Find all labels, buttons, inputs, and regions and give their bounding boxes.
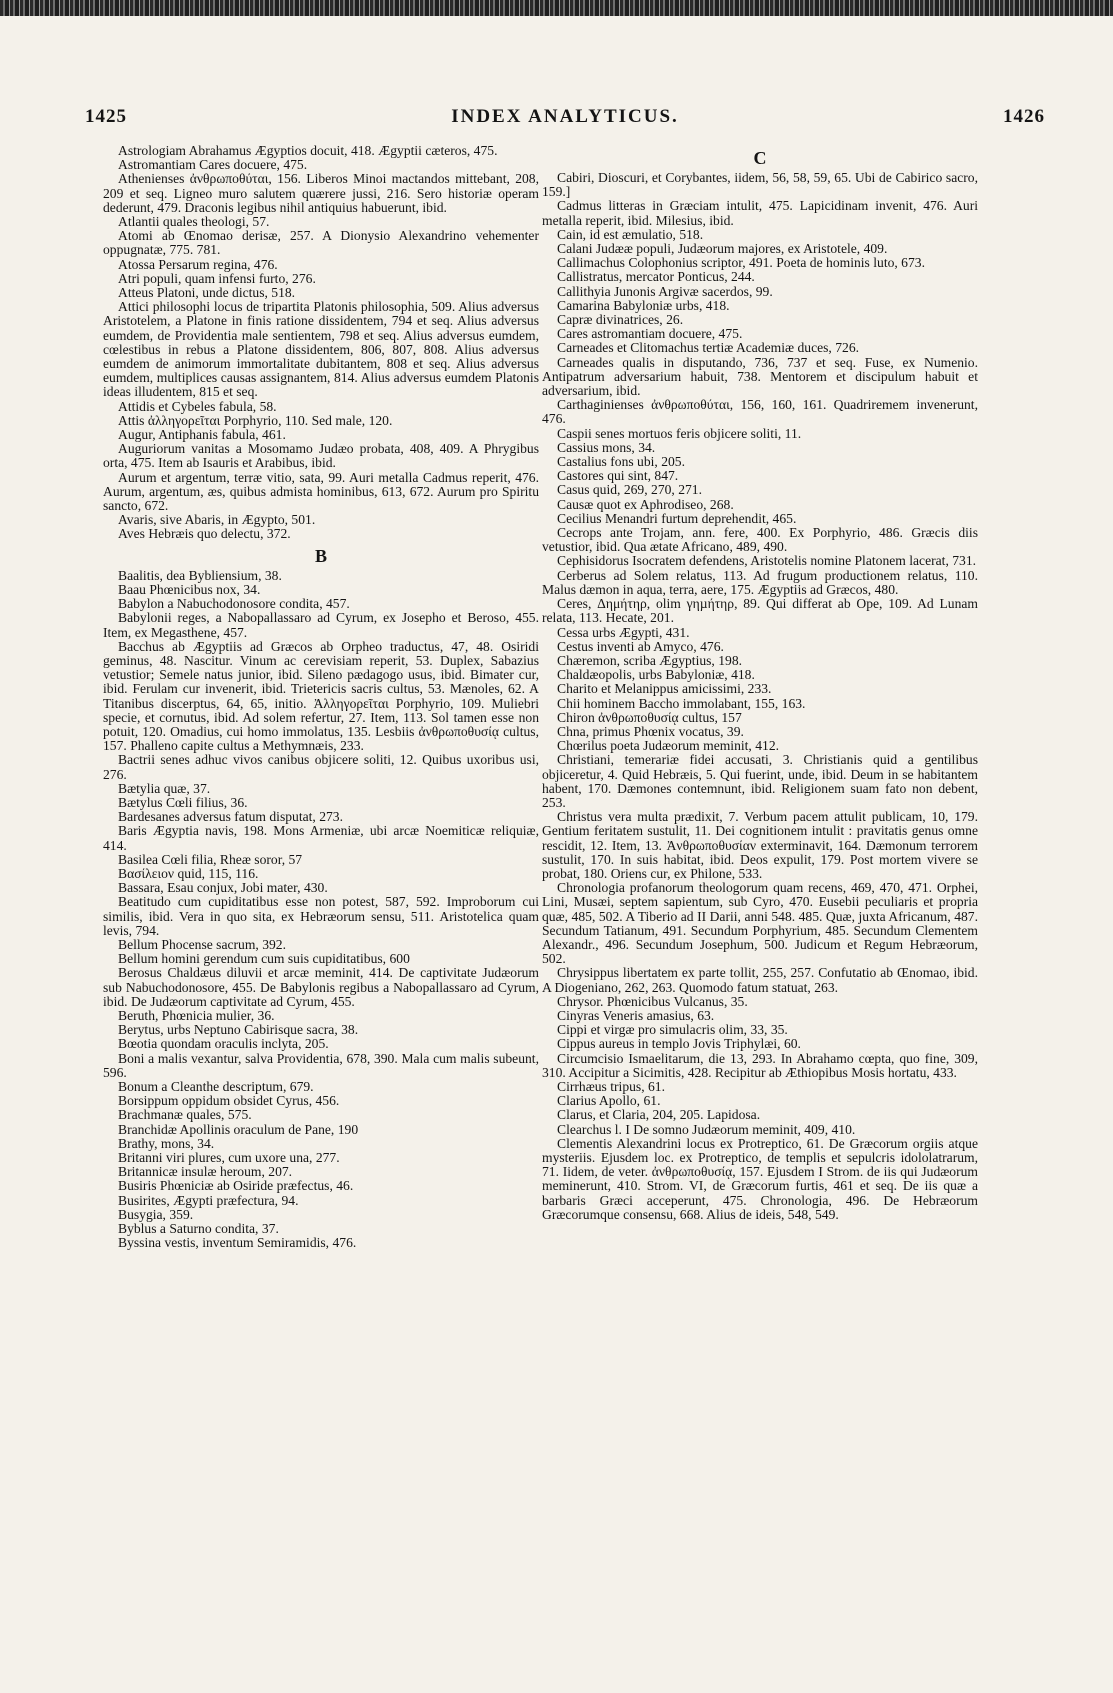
index-entry: Bætylia quæ, 37. [118,780,211,796]
index-entry: Atteus Platoni, unde dictus, 518. [118,285,296,301]
index-entry: Callimachus Colophonius scriptor, 491. Poeta de hominis luto, 673. [557,255,925,271]
index-entry: Chrysor. Phœnicibus Vulcanus, 35. [557,993,748,1009]
index-entry: Cippus aureus in templo Jovis Triphylæi, 60. [557,1036,801,1052]
index-entry: Cestus inventi ab Amyco, 476. [557,638,724,654]
index-entry: Beatitudo cum cupiditatibus esse non potest, 587, 592. Improborum cui similis, ibid. Vera in quo sita, ex Hebræorum sensu, 511. Aristotelica quam levis, 794. [103,894,539,938]
index-entry: Clearchus l. I De somno Judæorum meminit, 409, 410. [557,1121,856,1137]
index-entry: Bassara, Esau conjux, Jobi mater, 430. [118,880,328,896]
index-entry: Capræ divinatrices, 26. [557,312,684,328]
index-entry: Attis ἀλληγορεῖται Porphyrio, 110. Sed male, 120. [118,412,393,428]
index-entry: Aurum et argentum, terræ vitio, sata, 99. Auri metalla Cadmus reperit, 476. Aurum, argentum, æs, quibus admista hominibus, 613, 672. Aurum pro Spiritu sancto, 672. [103,469,539,514]
index-entry: Athenienses ἀνθρωποθύται, 156. Liberos Minoi mactandos mittebant, 208, 209 et seq. Ligneo muro salutem quærere jussi, 216. Sero historiæ operam dederunt, 479. Draconis legibus nihil antiquius habuerunt, ibid. [103,171,539,215]
index-entry: Causæ quot ex Aphrodiseo, 268. [557,496,734,512]
section-letter: C [753,148,767,168]
index-entry: Cares astromantiam docuere, 475. [557,326,743,342]
index-entry: Byssina vestis, inventum Semiramidis, 476. [118,1235,357,1251]
index-entry: Baau Phœnicibus nox, 34. [118,581,261,597]
index-entry: Berytus, urbs Neptuno Cabirisque sacra, 38. [118,1022,359,1038]
index-entry: Chaldæopolis, urbs Babyloniæ, 418. [557,667,755,683]
running-title: INDEX ANALYTICUS. [451,106,679,127]
index-entry: Avaris, sive Abaris, in Ægypto, 501. [118,512,316,528]
index-entry: Chæremon, scriba Ægyptius, 198. [557,652,743,668]
index-entry: Brathy, mons, 34. [118,1135,215,1151]
index-entry: Chrysippus libertatem ex parte tollit, 255, 257. Confutatio ab Œnomao, ibid. A Diogeniano, 262, 263. Quomodo fatum statuat, 263. [542,965,978,995]
index-entry: Cerberus ad Solem relatus, 113. Ad frugum productionem relatus, 110. Malus dæmon in aqua, terra, aere, 175. Ægyptiis ad Græcos, 480. [542,567,978,597]
index-entry: Chronologia profanorum theologorum quam recens, 469, 470, 471. Orphei, Lini, Musæi, septem sapientum, sub Cyro, 470. Eusebii peculiaris et propria quæ, 485, 502. A Tiberio ad II Darii, anni 548. 485. Quæ, juxta Africanum, 487. Secundum Tatianum, 491. Secundum Porphyrium, 485. Secundum Clementem Alexandr., 496. Secundum Josephum, 500. Judicum et Regum Hebræorum, 502. [542,880,978,967]
index-entry: Cephisidorus Isocratem defendens, Aristotelis nomine Platonem lacerat, 731. [557,553,977,569]
index-entry: Branchidæ Apollinis oraculum de Pane, 190 [118,1121,359,1137]
index-entry: Chii hominem Baccho immolabant, 155, 163. [557,695,806,711]
index-entry: Castores qui sint, 847. [557,468,679,484]
index-entry: Britannicæ insulæ heroum, 207. [118,1164,293,1180]
index-entry: Ceres, Δημήτηρ, olim γηµήτηρ, 89. Qui differat ab Ope, 109. Ad Lunam relata, 113. Hecate, 201. [542,596,978,626]
index-entry: Astromantiam Cares docuere, 475. [118,157,308,173]
index-entry: Bætylus Cœli filius, 36. [118,794,248,810]
index-entry: Circumcisio Ismaelitarum, die 13, 293. In Abrahamo cœpta, quo fine, 309, 310. Accipitur a Sicimitis, 428. Recipitur ab Æthiopibus Mosis hortatu, 433. [542,1050,978,1080]
index-column-right [542,144,978,1222]
index-entry: Basilea Cœli filia, Rheæ soror, 57 [118,851,303,867]
index-entry: Castalius fons ubi, 205. [557,454,686,470]
index-entry: Brachmanæ quales, 575. [118,1107,252,1123]
index-entry: Bœotia quondam oraculis inclyta, 205. [118,1036,329,1052]
index-entry: Byblus a Saturno condita, 37. [118,1221,279,1237]
index-entry: Atossa Persarum regina, 476. [118,256,278,272]
index-entry: Cassius mons, 34. [557,439,656,455]
index-entry: Augur, Antiphanis fabula, 461. [118,427,286,443]
index-entry: Astrologiam Abrahamus Ægyptios docuit, 418. Ægyptii cæteros, 475. [118,143,498,158]
index-entry: Bellum homini gerendum cum suis cupiditatibus, 600 [118,951,410,967]
index-entry: Atri populi, quam infensi furto, 276. [118,270,316,286]
index-entry: Atomi ab Œnomao derisæ, 257. A Dionysio Alexandrino vehementer oppugnatæ, 775. 781. [103,228,539,258]
index-column-left [103,144,539,1250]
index-entry: Auguriorum vanitas a Mosomamo Judæo probata, 408, 409. A Phrygibus orta, 475. Item ab Isauris et Arabibus, ibid. [103,441,539,471]
index-entry: Chiron ἀνθρωποθυσίᾳ cultus, 157 [557,709,742,725]
index-entry: Cabiri, Dioscuri, et Corybantes, iidem, 56, 58, 59, 65. Ubi de Cabirico sacro, 159.] [542,170,978,200]
index-entry: Camarina Babyloniæ urbs, 418. [557,297,730,313]
index-entry: Busiris Phœniciæ ab Osiride præfectus, 46. [118,1178,354,1194]
index-entry: Britanni viri plures, cum uxore una, 277. [118,1150,340,1166]
left-page-number: 1425 [85,106,127,127]
index-entry: Cecilius Menandri furtum deprehendit, 465. [557,510,797,526]
index-entry: Carneades et Clitomachus tertiæ Academiæ duces, 726. [557,340,860,356]
index-entry: Babylonii reges, a Nabopallassaro ad Cyrum, ex Josepho et Beroso, 455. Item, ex Megasthene, 457. [103,610,539,640]
index-entry: Cadmus litteras in Græciam intulit, 475. Lapicidinam invenit, 476. Auri metalla reperit, ibid. Milesius, ibid. [542,198,978,228]
index-entry: Christiani, temerariæ fidei accusati, 3. Christianis quid a gentilibus objiceretur, 4. Quid Hebræis, 5. Qui fuerint, unde, ibid. Deum in se habitantem habent, 170. Dæmones contemnunt, ibid. Religionem suam fato non debent, 253. [542,752,978,810]
index-entry: Cippi et virgæ pro simulacris olim, 33, 35. [557,1022,788,1038]
index-entry: Casus quid, 269, 270, 271. [557,482,703,498]
index-entry: Clarus, et Claria, 204, 205. Lapidosa. [557,1107,761,1123]
index-entry: Boni a malis vexantur, salva Providentia, 678, 390. Mala cum malis subeunt, 596. [103,1050,539,1080]
index-entry: Clarius Apollo, 61. [557,1093,661,1109]
index-entry: Baris Ægyptia navis, 198. Mons Armeniæ, ubi arcæ Noemiticæ reliquiæ, 414. [103,823,539,853]
index-entry: Borsippum oppidum obsidet Cyrus, 456. [118,1093,340,1109]
index-entry: Βασίλειον quid, 115, 116. [118,865,259,881]
index-entry: Beruth, Phœnicia mulier, 36. [118,1007,275,1023]
index-entry: Busirites, Ægypti præfectura, 94. [118,1192,299,1208]
index-entry: Cecrops ante Trojam, ann. fere, 400. Ex Porphyrio, 486. Græcis diis vetustior, ibid. Qua ætate Africano, 489, 490. [542,525,978,555]
index-entry: Calani Judææ populi, Judæorum majores, ex Aristotele, 409. [557,241,888,257]
index-entry: Callithyia Junonis Argivæ sacerdos, 99. [557,283,773,299]
index-entry: Cirrhæus tripus, 61. [557,1079,665,1094]
index-entry: Bardesanes adversus fatum disputat, 273. [118,809,344,825]
index-entry: Callistratus, mercator Ponticus, 244. [557,269,755,285]
index-entry: Christus vera multa prædixit, 7. Verbum pacem attulit publicam, 10, 179. Gentium feritatem sustulit, 11. Dei cognitionem intulit : pravitatis genus omne rescidit, 12. Item, 13. Ἀνθρωποθυσίαν exterminavit, 164. Dæmonum terrorem sustulit, 170. In suis habitat, ibid. Deos expulit, 179. Post mortem vivere se probat, 180. Oriens cur, ex Philone, 533. [542,809,978,881]
index-entry: Cinyras Veneris amasius, 63. [557,1007,715,1023]
index-entry: Carneades qualis in disputando, 736, 737 et seq. Fuse, ex Numenio. Antipatrum adversarium habuit, 738. Mentorem et discipulum habuit et adversarium, ibid. [542,354,978,399]
index-entry: Busygia, 359. [118,1206,194,1222]
index-entry: Chna, primus Phœnix vocatus, 39. [557,723,744,739]
index-entry: Clementis Alexandrini locus ex Protreptico, 61. De Græcorum orgiis atque mysteriis. Ejusdem loc. ex Protreptico, de templis et sepulcris idololatrarum, 71. Iidem, de veter. ἀνθρωποθυσίᾳ, 157. Ejusdem I Strom. de iis qui Judæorum meminerunt, 410. Strom. VI, de Græcorum furtis, 461 et seq. De iis quæ a barbaris Græci acceperunt, 475. Chronologia, 496. De Hebræorum Græcorumque consensu, 668. Alius de ideis, 548, 549. [542,1135,978,1222]
index-entry: Attici philosophi locus de tripartita Platonis philosophia, 509. Alius adversus Aristotelem, a Platone in finis ratione dissidentem, 794 et seq. Alius adversus eumdem, de Providentia male sentientem, 798 et seq. Alius adversus eumdem, cœlestibus in rebus a Platone dissidentem, 806, 807, 808. Alius adversus eumdem de animorum immortalitate dubitantem, 808 et seq. Alius adversus eumdem, multiplices causas assignantem, 814. Alius adversus eumdem Platonis ideas illudentem, 815 et seq. [103,299,539,400]
right-page-number: 1426 [1003,106,1045,127]
scan-top-border [0,0,1113,16]
index-entry: Attidis et Cybeles fabula, 58. [118,398,277,414]
index-entry: Bellum Phocense sacrum, 392. [118,936,287,952]
index-entry: Aves Hebræis quo delectu, 372. [118,526,291,542]
index-entry: Caspii senes mortuos feris objicere soliti, 11. [557,425,802,441]
index-entry: Cain, id est æmulatio, 518. [557,226,704,242]
section-letter: B [314,545,327,566]
index-entry: Bacchus ab Ægyptiis ad Græcos ab Orpheo traductus, 47, 48. Osiridi geminus, 48. Nascitur. Vinum ac cerevisiam reperit, 53. Duplex, Sabazius vetustior; Semele natus junior, ibid. Sileno pædagogo usus, ibid. Bimater cur, ibid. Ferulam cur invenerit, ibid. Trietericis sacris cultus, 53. Mænoles, 62. A Titanibus discerptus, 64, 65, initio. Ἀλληγορεῖται Porphyrio, 109. Muliebri specie, et cornutus, ibid. Ad solem refertur, 27. Item, 113. Sol tamen esse non potuit, 120. Omadius, cui homo immolatus, 135. Lesbiis ἀνθρωποθυσίᾳ cultus, 157. Phalleno capite cultus a Methymnæis, 233. [103,638,539,754]
index-entry: Atlantii quales theologi, 57. [118,214,270,230]
index-entry: Bactrii senes adhuc vivos canibus objicere soliti, 12. Quibus uxoribus usi, 276. [103,752,539,782]
index-entry: Babylon a Nabuchodonosore condita, 457. [118,596,350,612]
index-entry: Carthaginienses ἀνθρωποθύται, 156, 160, 161. Quadriremem invenerunt, 476. [542,397,978,427]
index-entry: Cessa urbs Ægypti, 431. [557,624,690,640]
index-entry: Baalitis, dea Bybliensium, 38. [118,567,282,583]
page-header [85,106,1045,136]
index-entry: Charito et Melanippus amicissimi, 233. [557,681,772,697]
index-entry: Bonum a Cleanthe descriptum, 679. [118,1079,314,1094]
index-entry: Chœrilus poeta Judæorum meminit, 412. [557,738,780,754]
index-entry: Berosus Chaldæus diluvii et arcæ meminit, 414. De captivitate Judæorum sub Nabuchodonosore, 455. De Babylonis regibus a Nabopallassaro ad Cyrum, ibid. De Judæorum captivitate ad Cyrum, 455. [103,965,539,1009]
